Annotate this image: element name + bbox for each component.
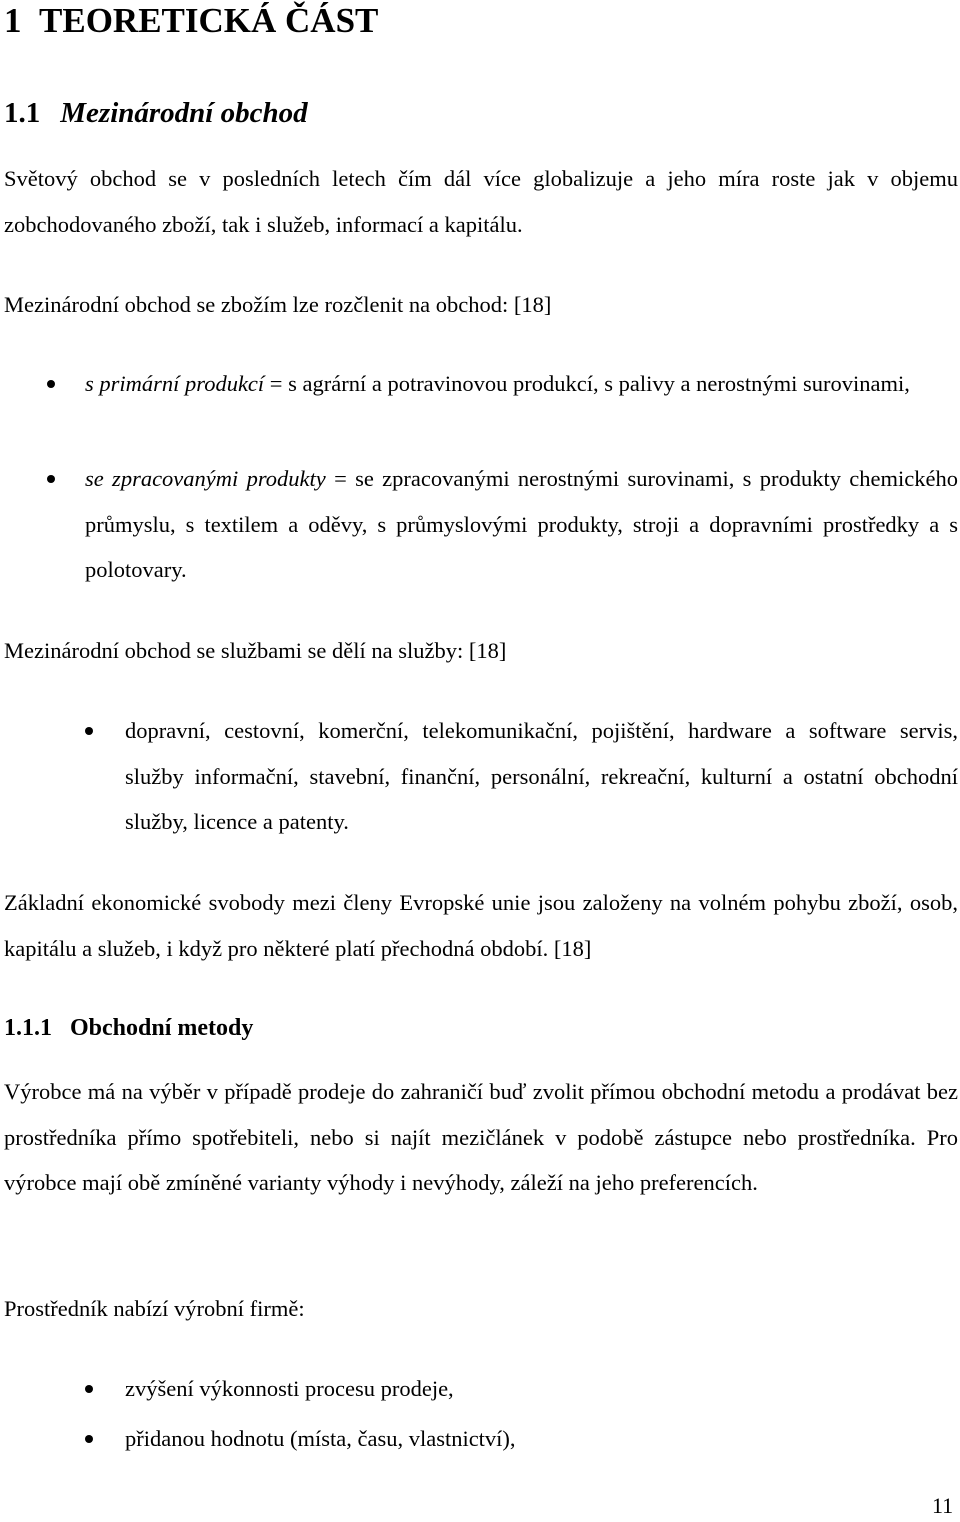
section-number: 1.1: [4, 97, 41, 129]
list-item-text: = se zpracovanými nerostnými surovinami, s produkty chemického průmyslu, s textilem a oděvy, s průmyslovými produkty, stroji a dopravními prostředky a s polotovary.: [85, 466, 958, 582]
paragraph-goods-intro: Mezinárodní obchod se zbožím lze rozčlenit na obchod: [18]: [4, 292, 552, 317]
chapter-number: 1: [4, 1, 22, 40]
list-item-goods-primary: [85, 361, 958, 407]
paragraph-services-intro: Mezinárodní obchod se službami se dělí na služby: [18]: [4, 638, 507, 663]
list-item-text: = s agrární a potravinovou produkcí, s palivy a nerostnými surovinami,: [264, 371, 910, 396]
paragraph-eu-freedoms: Základní ekonomické svobody mezi členy Evropské unie jsou založeny na volném pohybu zboží, osob, kapitálu a služeb, i když pro některé platí přechodná období. [18]: [4, 890, 958, 961]
bullet-icon: [85, 1435, 93, 1443]
list-item-term: s primární produkcí: [85, 371, 265, 396]
list-item-benefit-performance: zvýšení výkonnosti procesu prodeje,: [125, 1376, 454, 1401]
bullet-icon: [47, 475, 55, 483]
paragraph-intermediary-intro: Prostředník nabízí výrobní firmě:: [4, 1296, 305, 1321]
chapter-heading: [4, 0, 378, 42]
section-title: Mezinárodní obchod: [60, 97, 308, 129]
paragraph-trade-methods: Výrobce má na výběr v případě prodeje do zahraničí buď zvolit přímou obchodní metodu a prodávat bez prostředníka přímo spotřebiteli, nebo si najít mezičlánek v podobě zástupce nebo prostředníka. Pro výrobce mají obě zmíněné varianty výhody i nevýhody, záleží na jeho preferencích.: [4, 1079, 958, 1195]
subsection-number: 1.1.1: [4, 1015, 52, 1041]
bullet-icon: [85, 727, 93, 735]
bullet-icon: [85, 1385, 93, 1393]
subsection-title: Obchodní metody: [70, 1015, 254, 1041]
list-item-goods-processed: [85, 456, 958, 593]
bullet-icon: [47, 380, 55, 388]
chapter-title: TEORETICKÁ ČÁST: [39, 1, 379, 40]
section-heading: [4, 94, 308, 132]
subsection-heading: [4, 1011, 253, 1045]
list-item-benefit-value: přidanou hodnotu (místa, času, vlastnictví),: [125, 1426, 516, 1451]
list-item-services: dopravní, cestovní, komerční, telekomunikační, pojištění, hardware a software servis, služby informační, stavební, finanční, personální, rekreační, kulturní a ostatní obchodní služby, licence a patenty.: [125, 718, 958, 834]
paragraph-globalization: Světový obchod se v posledních letech čím dál více globalizuje a jeho míra roste jak v objemu zobchodovaného zboží, tak i služeb, informací a kapitálu.: [4, 166, 958, 237]
page-number: 11: [932, 1493, 954, 1518]
list-item-term: se zpracovanými produkty: [85, 466, 326, 491]
